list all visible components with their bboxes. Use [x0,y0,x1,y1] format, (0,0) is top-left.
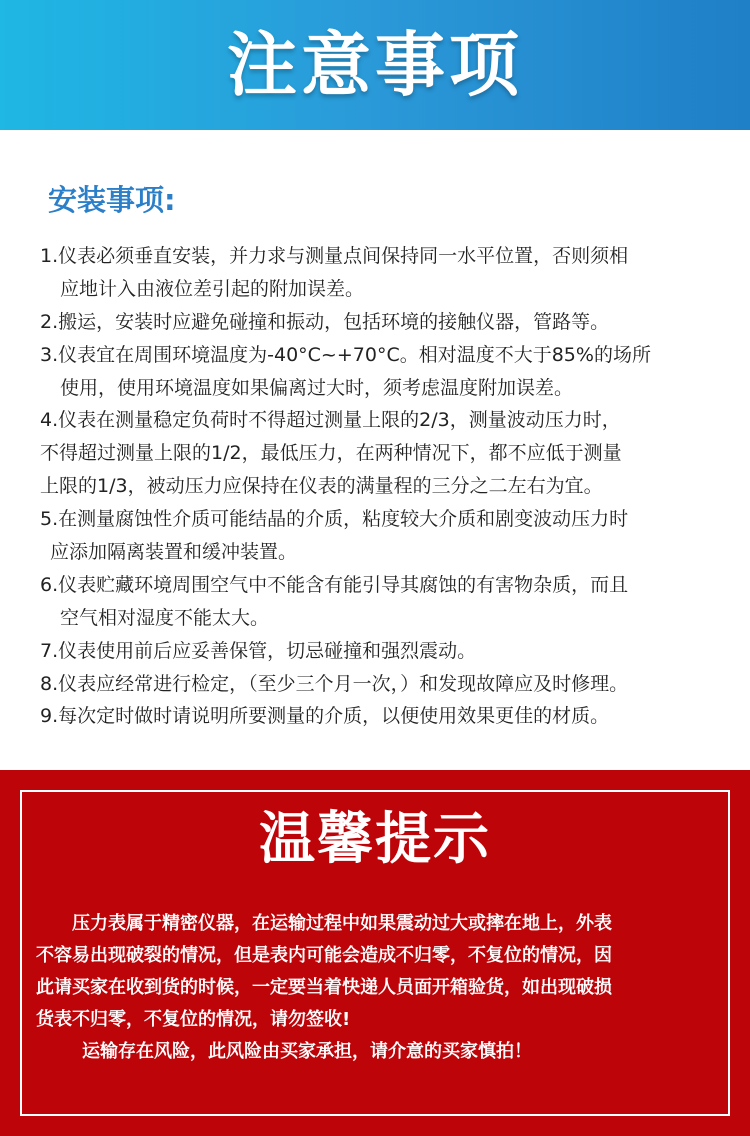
note-line: 4.仪表在测量稳定负荷时不得超过测量上限的2/3，测量波动压力时， [40,409,621,432]
warm-tips-section [0,770,750,1136]
install-heading: 安装事项: [48,183,176,217]
note-line: 6.仪表贮藏环境周围空气中不能含有能引导其腐蚀的有害物杂质，而且 [40,573,629,596]
note-line: 上限的1/3，被动压力应保持在仪表的满量程的三分之二左右为宜。 [40,475,603,498]
note-line: 9.每次定时做时请说明所要测量的介质，以便使用效果更佳的材质。 [40,705,610,728]
note-line: 3.仪表宜在周围环境温度为-40°C~+70°C。相对温度不大于85%的场所 [40,343,651,366]
tips-body [36,908,726,1068]
note-line: 应添加隔离装置和缓冲装置。 [50,541,298,564]
note-line: 使用，使用环境温度如果偏离过大时，须考虑温度附加误差。 [60,376,574,399]
tip-line: 货表不归零，不复位的情况，请勿签收! [36,1009,351,1030]
note-line: 空气相对湿度不能太大。 [60,606,270,629]
banner-title: 注意事项 [227,24,523,106]
tip-line: 运输存在风险，此风险由买家承担，请介意的买家慎拍！ [82,1041,532,1062]
install-notes-list [40,240,715,733]
tip-line: 压力表属于精密仪器，在运输过程中如果震动过大或摔在地上，外表 [72,913,612,934]
note-line: 2.搬运，安装时应避免碰撞和振动，包括环境的接触仪器，管路等。 [40,310,610,333]
note-line: 8.仪表应经常进行检定，（至少三个月一次，）和发现故障应及时修理。 [40,672,629,695]
note-line: 5.在测量腐蚀性介质可能结晶的介质，粘度较大介质和剧变波动压力时 [40,508,629,531]
tips-title: 温馨提示 [259,807,491,872]
tip-line: 不容易出现破裂的情况，但是表内可能会造成不归零，不复位的情况，因 [36,945,612,966]
note-line: 不得超过测量上限的1/2，最低压力，在两种情况下，都不应低于测量 [40,442,622,465]
note-line: 应地计入由液位差引起的附加误差。 [60,277,365,300]
tip-line: 此请买家在收到货的时候，一定要当着快递人员面开箱验货，如出现破损 [36,977,612,998]
note-line: 7.仪表使用前后应妥善保管，切忌碰撞和强烈震动。 [40,639,477,662]
top-banner [0,0,750,130]
note-line: 1.仪表必须垂直安装，并力求与测量点间保持同一水平位置，否则须相 [40,245,629,267]
